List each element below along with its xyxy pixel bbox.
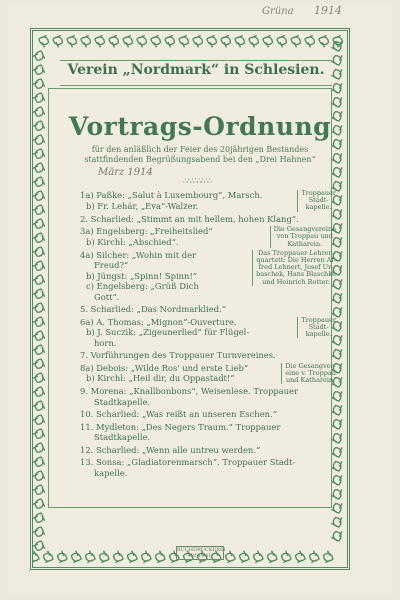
leaf-ornament — [112, 550, 126, 565]
leaf-ornament — [233, 33, 247, 48]
note-line: von Troppau und — [276, 232, 333, 241]
note-line: fred Lehnert, Josef Ur- — [258, 263, 334, 272]
program-line: b) Fr. Lehár, „Eva“-Walzer. — [86, 200, 199, 211]
program-line: Freud?“ — [94, 260, 129, 271]
note-line: Troppauer — [301, 189, 336, 197]
leaf-ornament — [98, 550, 112, 565]
program-line: horn. — [94, 337, 117, 348]
leaf-ornament — [33, 525, 47, 539]
leaf-ornament — [330, 96, 345, 110]
performer-note — [281, 363, 336, 385]
page-title: Vortrags-Ordnung — [68, 112, 332, 141]
leaf-ornament — [317, 33, 331, 48]
leaf-ornament — [33, 329, 47, 343]
leaf-ornament — [154, 550, 168, 565]
subtitle-line: stattfindenden Begrüßungsabend bei den „Drei Hahnen“ — [84, 155, 316, 164]
program-item — [80, 304, 342, 315]
program-line: b) Jüngst: „Spinn! Spinn!“ — [86, 270, 198, 281]
club-header: Verein „Nordmark“ in Schlesien. — [67, 62, 325, 78]
leaf-ornament — [33, 203, 47, 217]
program-line: 10. Scharlied: „Was reißt an unseren Eschen.“ — [80, 409, 277, 420]
leaf-ornament — [33, 483, 47, 497]
divider-ornament: ∴∴∴∴∴∴∴∴ — [183, 177, 211, 185]
program-line: 9. Morena: „Knallbonbons“, Weisenlese. Troppauer — [80, 386, 299, 397]
program-list — [80, 190, 342, 480]
leaf-ornament — [33, 287, 47, 301]
program-line: 6a) A. Thomas: „Mignon“-Ouverture. — [80, 316, 237, 327]
leaf-ornament — [56, 550, 70, 565]
leaf-ornament — [33, 49, 47, 63]
program-line: Stadtkapelle. — [94, 432, 151, 443]
leaf-ornament — [33, 497, 47, 511]
leaf-ornament — [330, 516, 345, 530]
leaf-ornament — [177, 33, 191, 48]
program-line: b) Kirchl: „Abschied“. — [86, 236, 179, 247]
note-line: Das Troppauer Lehrer- — [258, 248, 334, 257]
handwritten-date: März 1914 — [98, 167, 153, 178]
note-line: Stadt- — [308, 196, 329, 205]
leaf-ornament — [303, 33, 317, 48]
program-line: 12. Scharlied: „Wenn alle untreu werden.“ — [80, 444, 261, 455]
performer-note — [297, 190, 336, 212]
leaf-ornament — [308, 550, 322, 565]
leaf-ornament — [126, 550, 140, 565]
program-line: Stadtkapelle. — [94, 396, 151, 407]
leaf-ornament — [33, 161, 47, 175]
leaf-ornament — [37, 33, 51, 48]
performer-note — [252, 250, 336, 286]
leaf-ornament — [33, 427, 47, 441]
leaf-ornament — [79, 33, 93, 48]
leaf-ornament — [163, 33, 177, 48]
program-line: Gott“. — [94, 291, 120, 302]
leaf-ornament — [33, 399, 47, 413]
program-item — [80, 226, 342, 248]
leaf-ornament — [330, 488, 345, 502]
leaf-ornament — [70, 550, 84, 565]
leaf-ornament — [294, 550, 308, 565]
leaf-ornament — [93, 33, 107, 48]
program-line: 8a) Debois: „Wilde Ros' und erste Lieb“ — [80, 362, 249, 373]
leaf-ornament — [33, 175, 47, 189]
stamp-line: TROPPAU — [187, 553, 213, 559]
note-line: und Katharein. — [285, 376, 336, 385]
leaf-ornament — [33, 511, 47, 525]
leaf-ornament — [33, 259, 47, 273]
leaf-ornament — [280, 550, 294, 565]
leaf-ornament — [33, 273, 47, 287]
leaf-ornament — [238, 550, 252, 565]
leaf-ornament — [289, 33, 303, 48]
leaf-ornament — [33, 455, 47, 469]
program-item — [80, 422, 342, 443]
leaf-ornament — [261, 33, 275, 48]
leaf-ornament — [33, 217, 47, 231]
note-line: Katharein. — [287, 239, 323, 248]
handwritten-note: Grüna — [262, 6, 294, 17]
program-line: 11. Mydleton: „Des Negers Traum.“ Troppauer — [80, 421, 281, 432]
leaf-ornament — [149, 33, 163, 48]
leaf-ornament — [33, 413, 47, 427]
leaf-ornament — [33, 315, 47, 329]
leaf-ornament — [330, 530, 345, 544]
leaf-ornament — [33, 133, 47, 147]
handwritten-year: 1914 — [314, 4, 342, 17]
program-line: kapelle. — [94, 467, 128, 478]
subtitle — [60, 145, 340, 165]
leaf-ornament — [191, 33, 205, 48]
leaf-ornament — [33, 105, 47, 119]
leaf-ornament — [266, 550, 280, 565]
leaf-ornament — [33, 245, 47, 259]
program-line: 13. Sonsa: „Gladiatorenmarsch“. Troppauer Stadt- — [80, 457, 296, 468]
leaf-ornament — [33, 63, 47, 77]
program-item — [80, 386, 342, 407]
note-line: Die Gesangver- — [285, 361, 336, 370]
note-line: eine v. Troppau — [285, 368, 336, 377]
leaf-ornament — [33, 357, 47, 371]
leaf-ornament — [330, 54, 345, 68]
program-item — [80, 363, 342, 385]
program-item — [80, 457, 342, 478]
leaf-ornament — [322, 550, 336, 565]
leaf-ornament — [42, 550, 56, 565]
leaf-ornament — [140, 550, 154, 565]
note-line: kapelle. — [305, 203, 332, 212]
program-line: 3a) Engelsberg: „Freiheitslied“ — [80, 226, 213, 237]
leaf-ornament — [33, 469, 47, 483]
program-item — [80, 445, 342, 456]
program-line: c) Engelsberg: „Grüß Dich — [86, 281, 199, 292]
leaf-ornament — [219, 33, 233, 48]
program-item — [80, 350, 342, 361]
leaf-ornament — [33, 301, 47, 315]
printer-stamp — [176, 546, 224, 560]
leaf-ornament — [33, 539, 47, 553]
stamp-line: BUCHDRUCKEREI — [177, 547, 226, 553]
leaf-ornament — [330, 68, 345, 82]
note-line: baschek, Hans Blaschke — [256, 270, 336, 279]
leaf-ornament — [33, 231, 47, 245]
leaf-ornament — [33, 441, 47, 455]
leaf-ornament — [33, 147, 47, 161]
leaf-ornament — [51, 33, 65, 48]
leaf-ornament — [247, 33, 261, 48]
program-item — [80, 317, 342, 349]
program-line: b) J. Suczik: „Zigeunerlied“ für Flügel- — [86, 327, 250, 338]
program-line: b) Kirchl: „Heil dir, du Oppastadt!“ — [86, 373, 235, 384]
leaf-ornament — [330, 82, 345, 96]
leaf-ornament — [33, 343, 47, 357]
performer-note — [270, 226, 336, 248]
leaf-ornament — [121, 33, 135, 48]
program-line: 7. Vorführungen des Troppauer Turnvereines. — [80, 350, 276, 361]
leaf-ornament — [65, 33, 79, 48]
leaf-ornament — [252, 550, 266, 565]
program-item — [80, 409, 342, 420]
program-line: 4a) Silcher: „Wohin mit der — [80, 249, 197, 260]
leaf-ornament — [33, 77, 47, 91]
leaf-ornament — [107, 33, 121, 48]
leaf-ornament — [33, 189, 47, 203]
note-line: Die Gesangvereine — [273, 225, 336, 234]
leaf-ornament — [135, 33, 149, 48]
leaf-ornament — [205, 33, 219, 48]
note-line: quartett: Die Herren Al- — [256, 255, 336, 264]
program-item — [80, 190, 342, 212]
note-line: und Heinrich Rotter. — [262, 277, 330, 286]
subtitle-line: für den anläßlich der Feier des 20jährigen Bestandes — [91, 145, 309, 154]
leaf-ornament — [84, 550, 98, 565]
leaf-ornament — [33, 91, 47, 105]
leaf-ornament — [33, 119, 47, 133]
program-line: 5. Scharlied: „Das Nordmarklied.“ — [80, 304, 227, 315]
note-line: Stadt- — [308, 322, 329, 331]
note-line: Troppauer — [301, 315, 336, 324]
performer-note — [297, 317, 336, 339]
leaf-ornament — [275, 33, 289, 48]
program-item — [80, 214, 342, 225]
leaf-ornament — [330, 166, 345, 180]
leaf-ornament — [33, 550, 41, 565]
program-item — [80, 250, 342, 303]
leaf-ornament — [33, 371, 47, 385]
program-line: 2. Scharlied: „Stimmt an mit hellem, hohen Klang“. — [80, 213, 299, 224]
note-line: kapelle. — [305, 330, 332, 339]
leaf-ornament — [330, 502, 345, 516]
program-line: 1a) Paßke: „Salut à Luxembourg“, Marsch. — [80, 190, 263, 200]
leaf-ornament — [33, 385, 47, 399]
